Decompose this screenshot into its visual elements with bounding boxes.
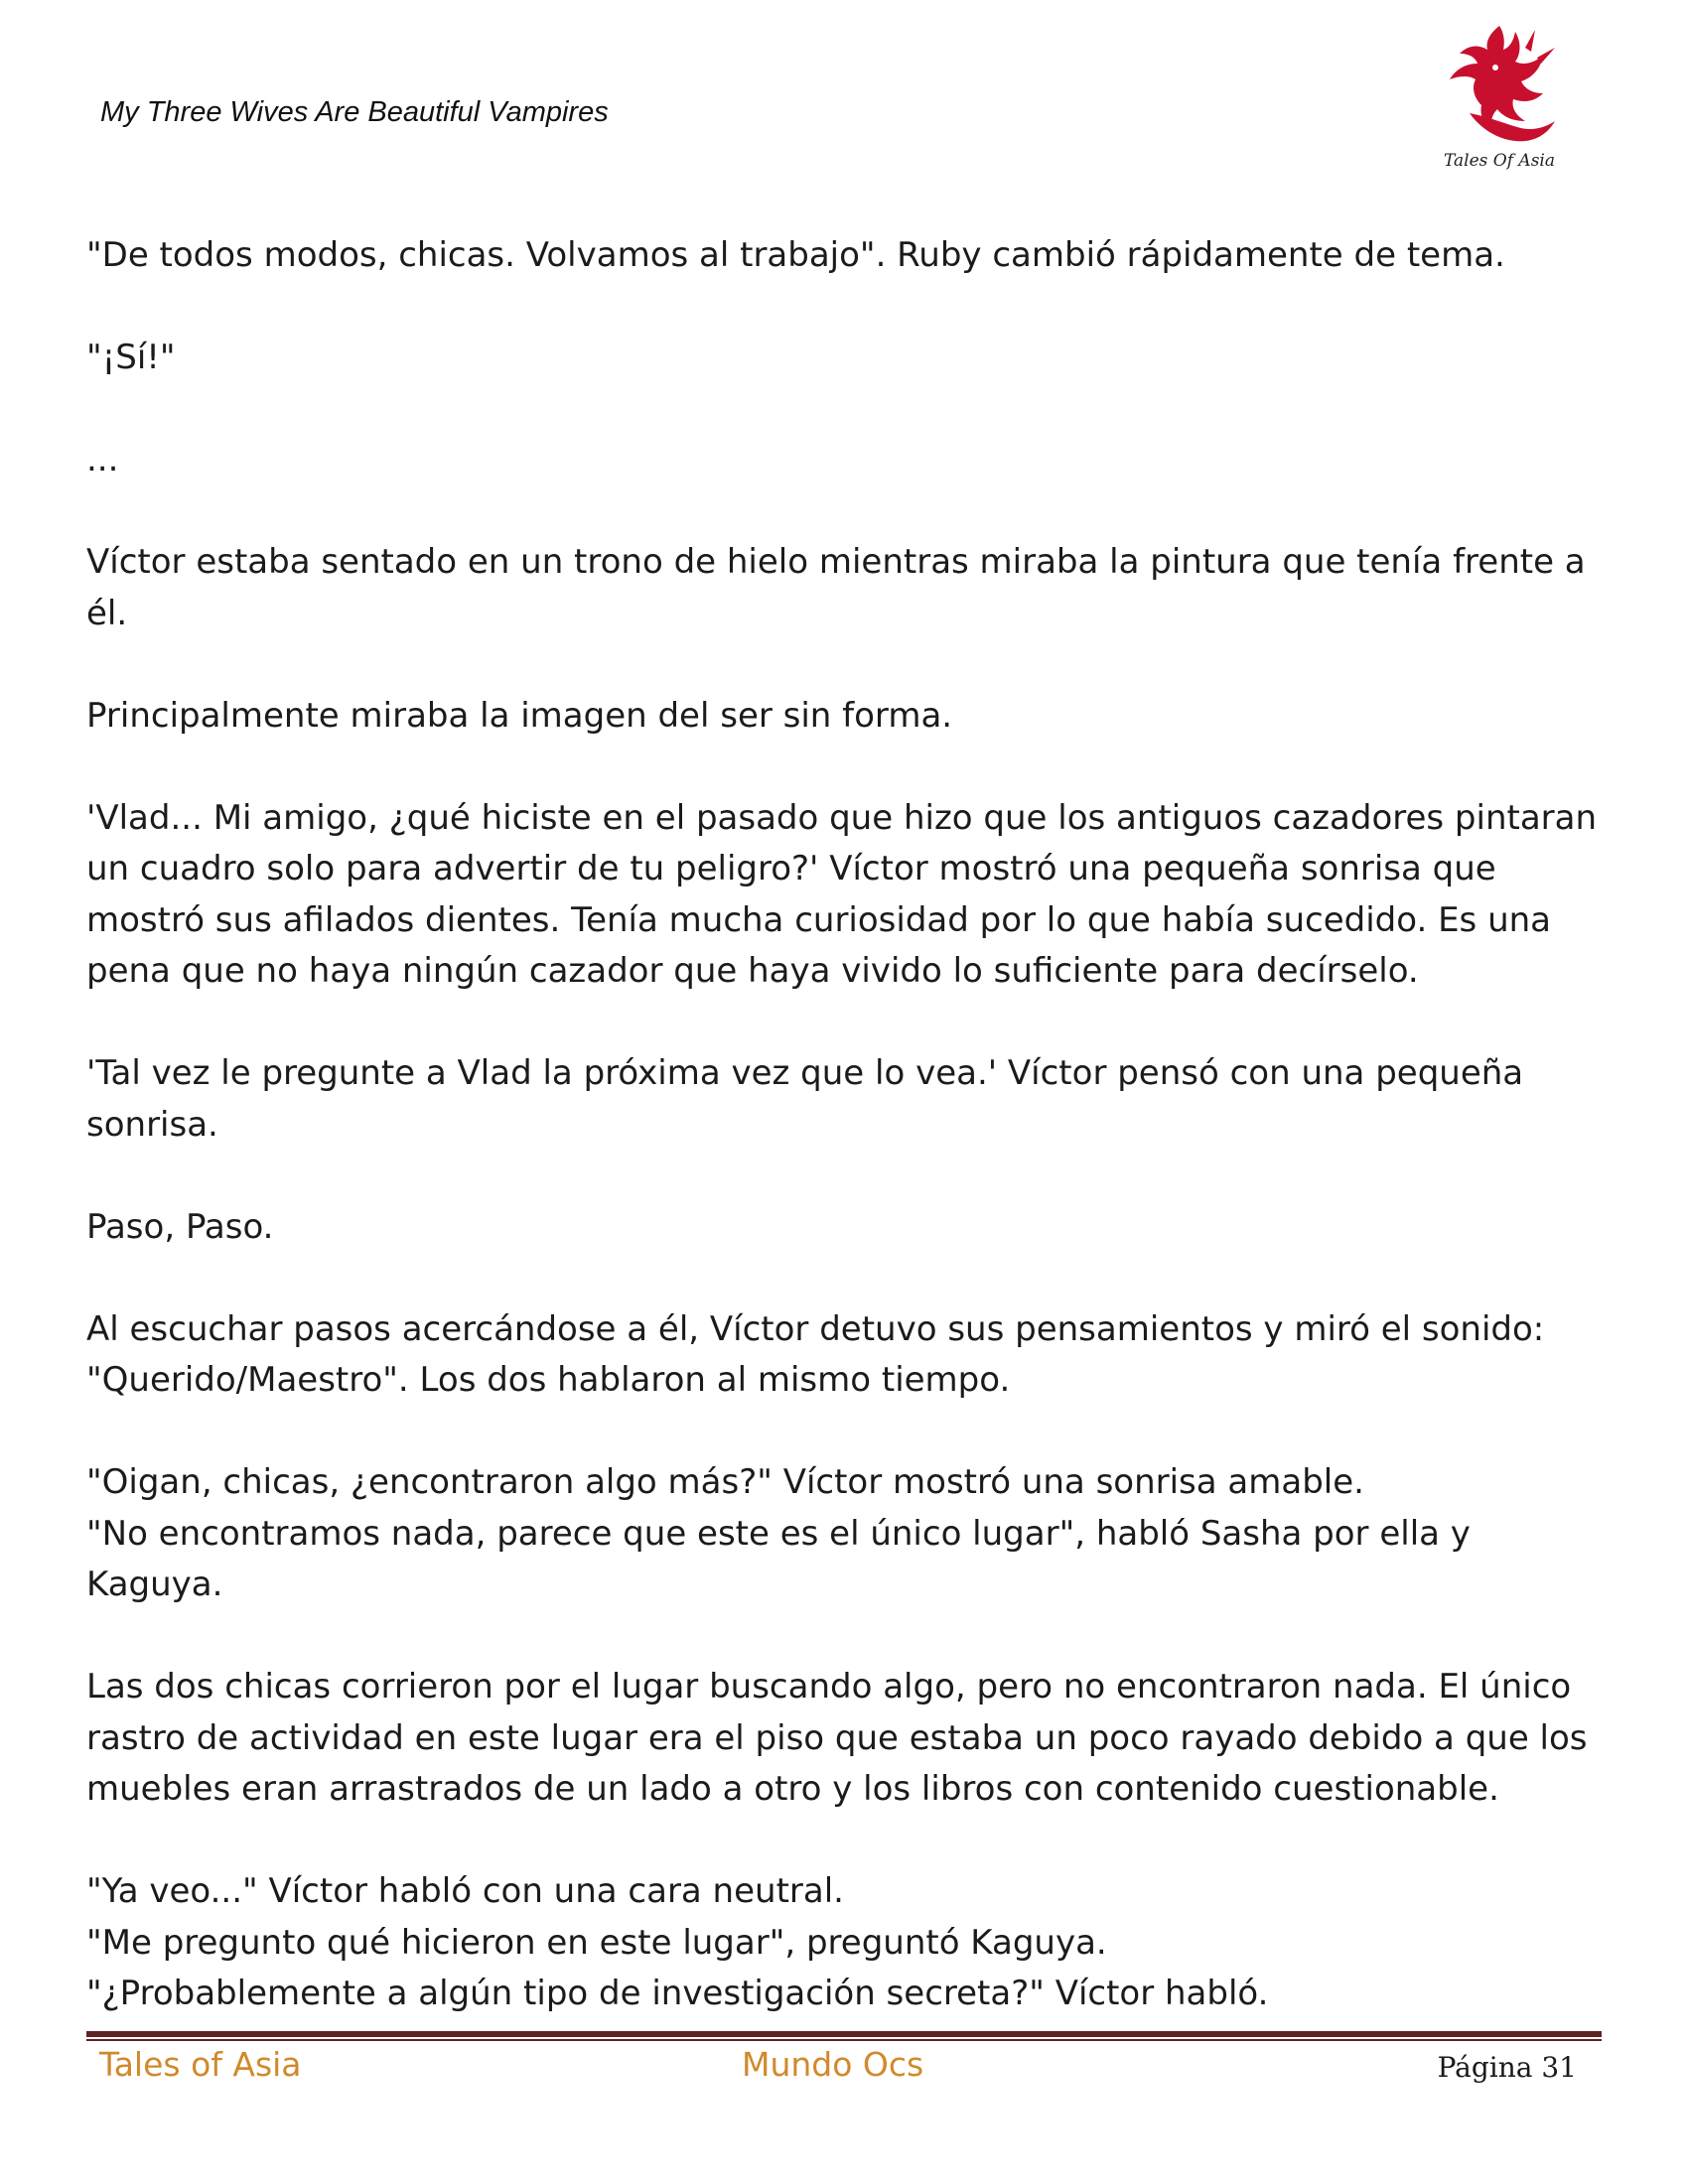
paragraph [86,333,1616,384]
footer-divider-thick [86,2031,1602,2037]
paragraph [86,1457,1616,1611]
text-line: "Querido/Maestro". Los dos hablaron al mismo tiempo. [86,1360,1011,1400]
text-line: 'Vlad... Mi amigo, ¿qué hiciste en el pasado que hizo que los antiguos cazadores pintaran un cuadro solo para advertir de tu peligro?' Víctor mostró una pequeña sonrisa que mostró sus afilados dientes. Tenía mucha curiosidad por lo que había sucedido. Es una pena que no haya ningún cazador que haya vivido lo suficiente para decírselo. [86,797,1598,991]
text-line: "De todos modos, chicas. Volvamos al trabajo". Ruby cambió rápidamente de tema. [86,235,1505,275]
text-line: Al escuchar pasos acercándose a él, Víctor detuvo sus pensamientos y miró el sonido: [86,1308,1545,1349]
text-line: "¡Sí!" [86,338,176,377]
footer-divider-thin [86,2039,1602,2041]
page-number: Página 31 [1437,2051,1577,2084]
text-line: "¿Probablemente a algún tipo de investigación secreta?" Víctor habló. [86,1974,1269,2013]
text-line: Víctor estaba sentado en un trono de hielo mientras miraba la pintura que tenía frente a él. [86,542,1586,633]
tales-of-asia-logo [1430,18,1569,182]
logo-text: Tales Of Asia [1444,151,1555,171]
paragraph [86,1048,1616,1151]
footer-divider [86,2031,1602,2041]
text-line: Las dos chicas corrieron por el lugar buscando algo, pero no encontraron nada. El único rastro de actividad en este lugar era el piso que estaba un poco rayado debido a que los muebles eran arrastrados de un lado a otro y los libros con contenido cuestionable. [86,1667,1588,1809]
footer-site-name: Tales of Asia [99,2045,302,2084]
paragraph [86,1866,1616,2020]
paragraph [86,435,1616,486]
paragraph [86,1662,1616,1816]
paragraph [86,537,1616,639]
text-line: "Oigan, chicas, ¿encontraron algo más?" Víctor mostró una sonrisa amable. [86,1462,1364,1502]
text-line: ... [86,440,119,479]
text-line: "Me pregunto qué hicieron en este lugar", preguntó Kaguya. [86,1922,1107,1963]
paragraph [86,793,1616,998]
text-line: 'Tal vez le pregunte a Vlad la próxima vez que lo vea.' Víctor pensó con una pequeña sonrisa. [86,1053,1524,1145]
paragraph [86,1202,1616,1254]
text-line: Principalmente miraba la imagen del ser sin forma. [86,695,953,736]
page-content [86,230,1616,2071]
text-line: Paso, Paso. [86,1206,274,1247]
paragraph [86,691,1616,743]
text-line: "No encontramos nada, parece que este es el único lugar", habló Sasha por ella y Kaguya. [86,1513,1471,1604]
document-header-title: My Three Wives Are Beautiful Vampires [100,96,609,128]
footer-section-name: Mundo Ocs [742,2045,924,2084]
paragraph [86,1304,1616,1407]
text-line: "Ya veo..." Víctor habló con una cara neutral. [86,1871,844,1911]
red-dragon-icon [1430,18,1569,157]
paragraph [86,230,1616,282]
